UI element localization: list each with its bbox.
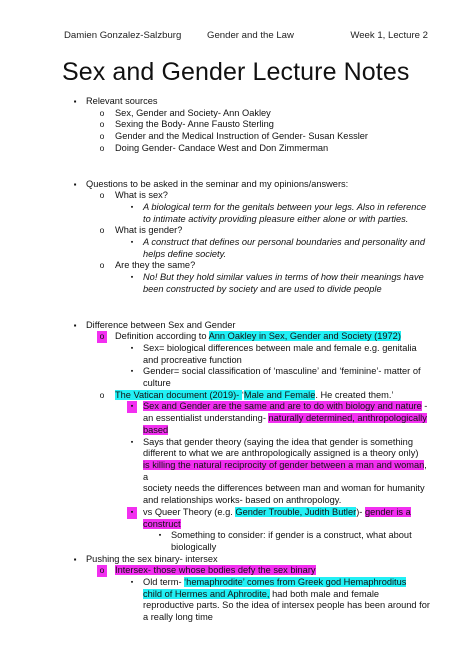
list-item (0, 202, 474, 225)
bullet-marker: o (99, 225, 105, 236)
header-course: Gender and the Law (207, 30, 294, 41)
section-heading-sources: Relevant sources (86, 96, 158, 106)
section-heading-difference: Difference between Sex and Gender (86, 319, 236, 330)
highlight-based: based (143, 424, 169, 435)
note-text (115, 565, 428, 577)
note-line: Gender= social classification of ‘masculine’ and ‘feminine’- matter of (143, 366, 421, 377)
note-plain: an essentialist understanding- (143, 413, 269, 424)
section-heading-questions: Questions to be asked in the seminar and my opinions/answers: (86, 178, 349, 189)
note-line: and procreative function (143, 354, 242, 365)
bullet-marker: ▪ (130, 239, 134, 247)
list-item (0, 343, 474, 366)
bullet-marker: o (99, 389, 105, 400)
highlight-vatican: The Vatican document (2019)- (115, 389, 242, 400)
bullet-marker: ▪ (73, 97, 77, 106)
note-text (143, 577, 430, 624)
answer-line: to intimate activity providing pleasure either alone or with parties. (143, 213, 409, 224)
bullet-marker: ▪ (130, 579, 134, 587)
answer (143, 202, 430, 225)
list-item (0, 143, 474, 155)
note-text (143, 401, 430, 436)
question: Are they the same? (115, 260, 196, 271)
definition-line (115, 331, 428, 343)
list-item (0, 331, 474, 343)
bullet-marker: ▪ (127, 401, 137, 413)
note-plain: Old term- (143, 577, 185, 588)
list-item (0, 96, 474, 108)
note-text (143, 366, 430, 389)
note-line: Sex= biological differences between male and female e.g. genitalia (143, 342, 417, 353)
note-line: Says that gender theory (saying the idea that gender is something (143, 436, 413, 447)
answer (143, 272, 430, 295)
note-text (143, 507, 430, 530)
list-item (0, 390, 474, 402)
bullet-marker: o (99, 260, 105, 271)
answer-line: been constructed by society and are used to divide people (143, 283, 382, 294)
note-text (143, 343, 430, 366)
highlight-same: Sex and Gender are the same and are to do with biology and nature (143, 401, 422, 412)
page-header (64, 30, 428, 44)
bullet-marker: ▪ (130, 344, 134, 352)
answer-line: A biological term for the genitals between your legs. Also in reference (143, 201, 427, 212)
note-line: biologically (171, 541, 217, 552)
highlight-quote: Male and Female (243, 389, 316, 400)
highlight-hemaphrodite: ‘hemaphrodite’ comes from Greek god Hemaphroditus (184, 577, 407, 588)
bullet-marker: ▪ (130, 438, 134, 446)
note-line: reproductive parts. So the idea of intersex people has been around for (143, 600, 430, 611)
answer-line: helps define society. (143, 248, 227, 259)
answer-line: No! But they hold similar values in terms of how their meanings have (143, 272, 424, 283)
header-author: Damien Gonzalez-Salzburg (64, 30, 182, 41)
list-item (0, 119, 474, 131)
list-item (0, 437, 474, 507)
note-line: society needs the differences between man and woman for humanity (143, 483, 425, 494)
note-line: a really long time (143, 612, 213, 623)
highlight-construct: gender is a (364, 506, 411, 517)
highlight-intersex: Intersex- those whose bodies defy the sex binary (115, 565, 316, 576)
list-item (0, 530, 474, 553)
bullet-marker: ▪ (73, 320, 77, 330)
bullet-marker: ▪ (158, 532, 162, 540)
highlight-butler: Gender Trouble, Judith Butler (235, 506, 357, 517)
section-heading-intersex: Pushing the sex binary- intersex (86, 553, 218, 564)
note-plain: had both male and female (269, 588, 380, 599)
note-line: and relationships works- based on anthropology. (143, 495, 342, 506)
list-item (0, 366, 474, 389)
list-item (0, 179, 474, 191)
source-item: Doing Gender- Candace West and Don Zimmerman (115, 142, 329, 153)
highlight-hermes: child of Hermes and Aphrodite, (143, 588, 270, 599)
note-plain: - (421, 401, 428, 412)
note-line: Something to consider: if gender is a construct, what about (171, 530, 412, 541)
note-text (171, 530, 424, 553)
bullet-marker: ▪ (127, 507, 137, 519)
list-item (0, 401, 474, 436)
bullet-marker: o (99, 142, 105, 153)
quote-open: ‘ (241, 389, 244, 400)
source-item: Sex, Gender and Society- Ann Oakley (115, 107, 271, 118)
list-item (0, 108, 474, 120)
list-item (0, 320, 474, 332)
answer-line: A construct that defines our personal boundaries and personality and (143, 237, 425, 248)
notes-body (0, 96, 474, 624)
list-item (0, 507, 474, 530)
vatican-line (115, 390, 428, 402)
definition-prefix: Definition according to (115, 331, 209, 342)
bullet-marker: ▪ (73, 554, 77, 564)
question: What is sex? (115, 190, 168, 201)
bullet-marker: o (97, 331, 107, 343)
quote-rest: . He created them.’ (315, 389, 394, 400)
list-item (0, 577, 474, 624)
note-line: different to what we are anthropologically assigned is a theory only) (143, 448, 419, 459)
bullet-marker: o (99, 107, 105, 118)
highlight-source: Ann Oakley in Sex, Gender and Society (1972) (208, 331, 401, 342)
bullet-marker: ▪ (73, 179, 77, 189)
bullet-marker: o (99, 119, 105, 130)
list-item (0, 565, 474, 577)
bullet-marker: o (99, 131, 105, 142)
bullet-marker: ▪ (130, 203, 134, 211)
note-plain: , a (143, 459, 427, 482)
bullet-marker: o (99, 190, 105, 201)
note-plain: vs Queer Theory (e.g. (143, 506, 236, 517)
highlight-killing: is killing the natural reciprocity of gender between a man and woman (143, 459, 425, 470)
list-item (0, 225, 474, 237)
source-item: Sexing the Body- Anne Fausto Sterling (115, 119, 274, 130)
answer (143, 237, 430, 260)
highlight-construct-2: construct (143, 518, 181, 529)
note-line: culture (143, 378, 171, 389)
list-item (0, 237, 474, 260)
bullet-marker: ▪ (130, 274, 134, 282)
list-item (0, 554, 474, 566)
header-week: Week 1, Lecture 2 (350, 30, 428, 41)
bullet-marker: ▪ (130, 368, 134, 376)
list-item (0, 272, 474, 295)
list-item (0, 190, 474, 202)
list-item (0, 260, 474, 272)
bullet-marker: o (97, 565, 107, 577)
page-title: Sex and Gender Lecture Notes (62, 58, 410, 86)
source-item: Gender and the Medical Instruction of Gender- Susan Kessler (115, 131, 368, 142)
highlight-natural: naturally determined, anthropologically (268, 413, 427, 424)
note-text (143, 437, 430, 507)
note-plain: )- (356, 506, 365, 517)
list-item (0, 131, 474, 143)
question: What is gender? (115, 225, 183, 236)
